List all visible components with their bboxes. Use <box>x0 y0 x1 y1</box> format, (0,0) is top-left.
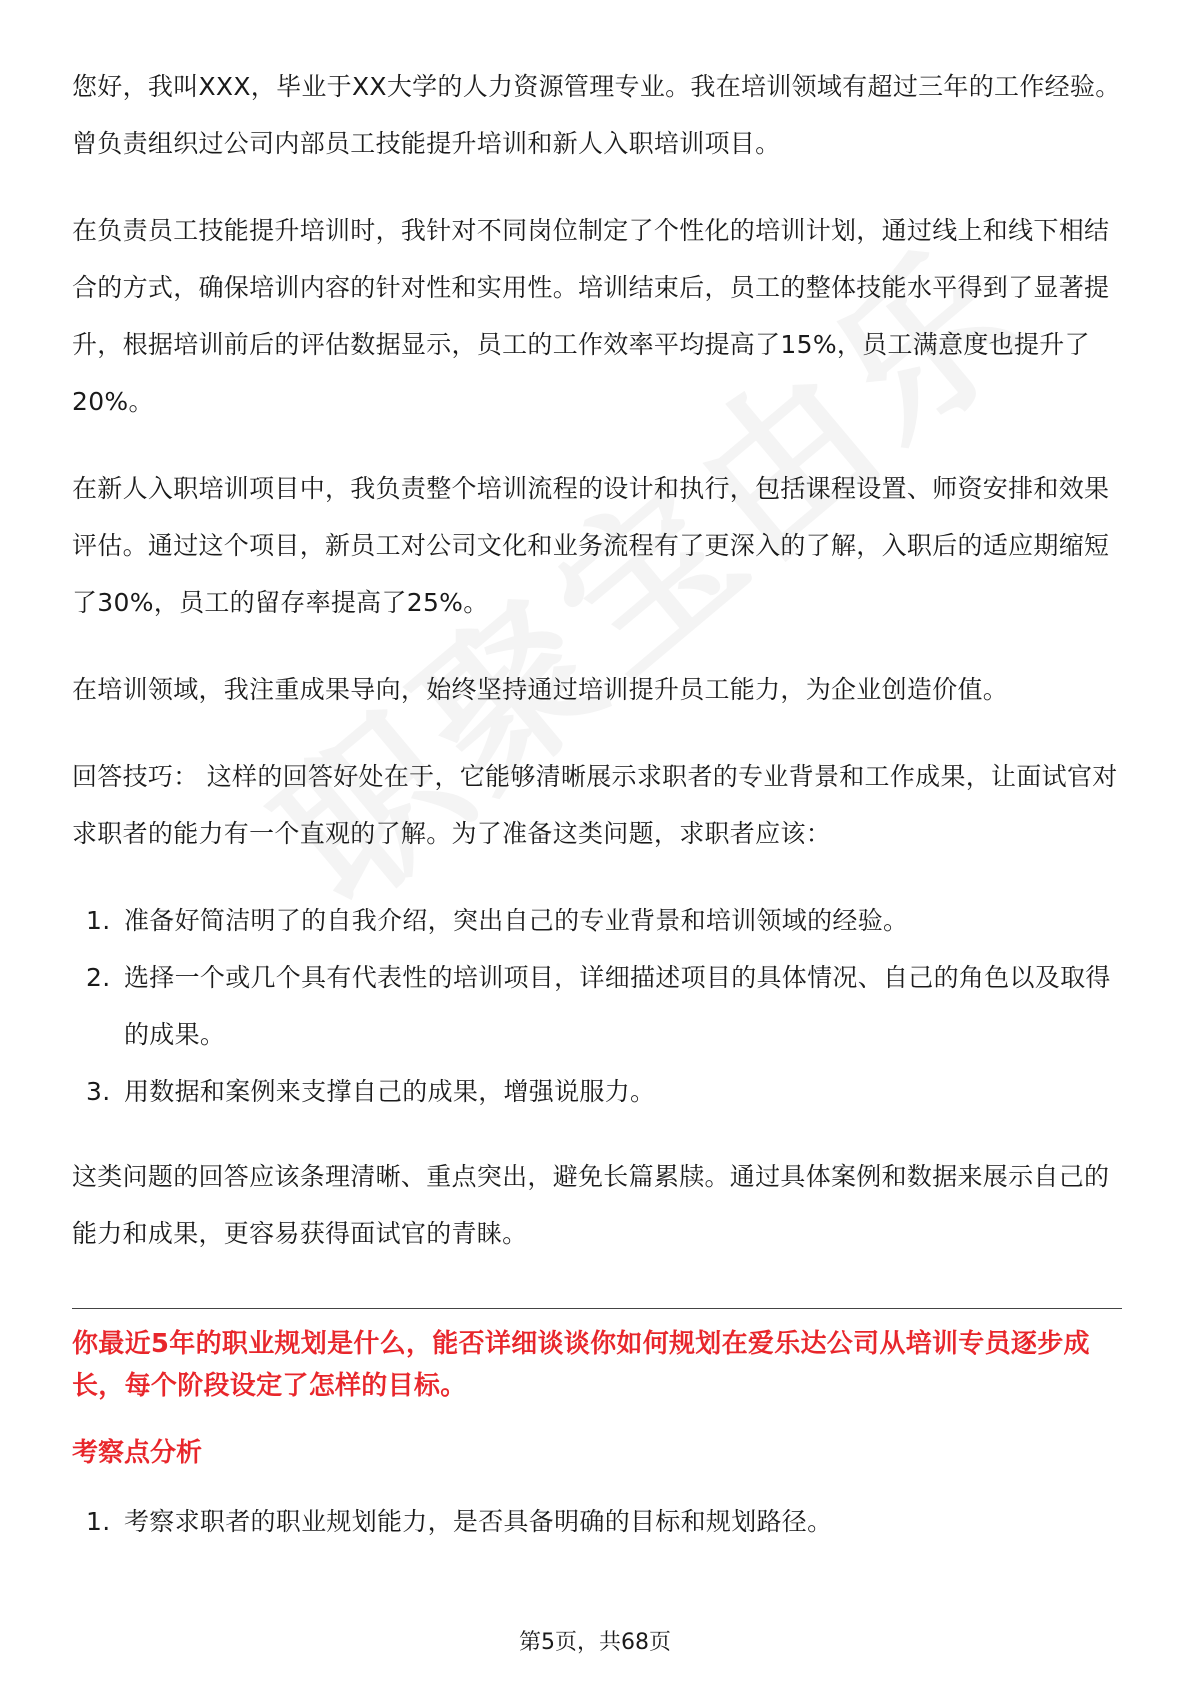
list-item <box>72 892 1122 949</box>
list-item <box>72 1063 1122 1120</box>
document-page <box>72 58 1122 1578</box>
paragraph-intro: 您好，我叫XXX，毕业于XX大学的人力资源管理专业。我在培训领域有超过三年的工作经验。曾负责组织过公司内部员工技能提升培训和新人入职培训项目。 <box>72 72 1121 158</box>
list-text: 选择一个或几个具有代表性的培训项目，详细描述项目的具体情况、自己的角色以及取得的成果。 <box>124 963 1111 1049</box>
list-number: 1. <box>86 1507 111 1536</box>
analysis-heading: 考察点分析 <box>72 1438 203 1468</box>
list-number: 2. <box>86 963 111 992</box>
tips-list <box>72 892 1122 1120</box>
list-number: 3. <box>86 1077 111 1106</box>
question-heading: 你最近5年的职业规划是什么，能否详细谈谈你如何规划在爱乐达公司从培训专员逐步成长，每个阶段设定了怎样的目标。 <box>72 1329 1090 1401</box>
list-text: 准备好简洁明了的自我介绍，突出自己的专业背景和培训领域的经验。 <box>124 906 909 935</box>
page-footer: 第5页，共68页 <box>519 1630 671 1655</box>
paragraph-results-oriented: 在培训领域，我注重成果导向，始终坚持通过培训提升员工能力，为企业创造价值。 <box>72 675 1009 704</box>
paragraph-closing: 这类问题的回答应该条理清晰、重点突出，避免长篇累牍。通过具体案例和数据来展示自己的能力和成果，更容易获得面试官的青睐。 <box>72 1162 1110 1248</box>
paragraph-skills-training: 在负责员工技能提升培训时，我针对不同岗位制定了个性化的培训计划，通过线上和线下相结合的方式，确保培训内容的针对性和实用性。培训结束后，员工的整体技能水平得到了显著提升，根据培训前后的评估数据显示，员工的工作效率平均提高了15%，员工满意度也提升了20%。 <box>72 216 1110 416</box>
list-text: 用数据和案例来支撑自己的成果，增强说服力。 <box>124 1077 656 1106</box>
list-text: 考察求职者的职业规划能力，是否具备明确的目标和规划路径。 <box>124 1507 833 1536</box>
list-item <box>72 1493 1122 1550</box>
paragraph-answer-tips: 回答技巧： 这样的回答好处在于，它能够清晰展示求职者的专业背景和工作成果，让面试官对求职者的能力有一个直观的了解。为了准备这类问题，求职者应该： <box>72 762 1118 848</box>
section-divider <box>72 1308 1122 1309</box>
list-number: 1. <box>86 906 111 935</box>
analysis-list <box>72 1493 1122 1550</box>
list-item <box>72 949 1122 1063</box>
paragraph-onboarding-training: 在新人入职培训项目中，我负责整个培训流程的设计和执行，包括课程设置、师资安排和效果评估。通过这个项目，新员工对公司文化和业务流程有了更深入的了解，入职后的适应期缩短了30%，员工的留存率提高了25%。 <box>72 474 1110 617</box>
